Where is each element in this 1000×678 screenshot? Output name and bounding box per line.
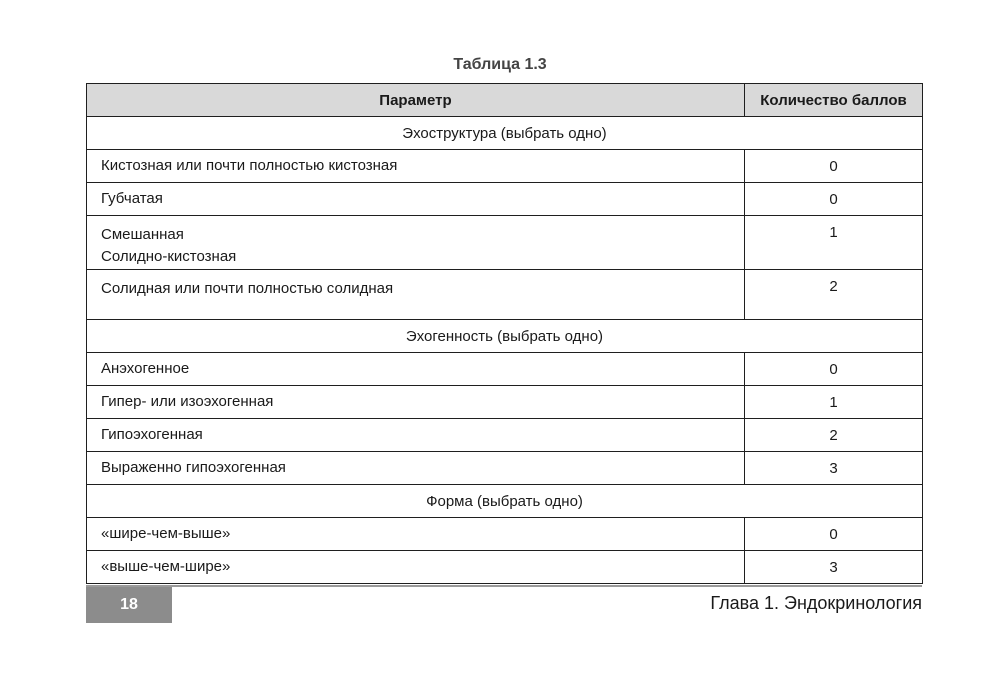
table-row [87, 183, 923, 216]
score-cell: 2 [745, 419, 923, 452]
parameter-text: Кистозная или почти полностью кистозная [101, 157, 398, 174]
score-cell: 3 [745, 452, 923, 485]
score-cell: 1 [745, 216, 923, 270]
parameter-cell [87, 386, 745, 419]
parameter-text: «шире-чем-выше» [101, 525, 231, 542]
header-score: Количество баллов [745, 84, 923, 117]
section-title: Эхогенность (выбрать одно) [87, 320, 923, 353]
page-number: 18 [86, 587, 172, 623]
parameter-cell [87, 419, 745, 452]
score-cell: 3 [745, 551, 923, 584]
table-row [87, 270, 923, 320]
table-row [87, 452, 923, 485]
parameter-text: Выраженно гипоэхогенная [101, 459, 286, 476]
header-parameter: Параметр [87, 84, 745, 117]
parameter-cell [87, 270, 745, 320]
parameter-cell [87, 353, 745, 386]
footer-divider [86, 585, 922, 587]
parameter-cell [87, 551, 745, 584]
parameter-text: Гипоэхогенная [101, 426, 203, 443]
score-cell: 0 [745, 150, 923, 183]
score-cell: 2 [745, 270, 923, 320]
chapter-title: Глава 1. Эндокринология [710, 593, 922, 613]
parameter-text: Солидно-кистозная [101, 248, 237, 265]
score-cell: 1 [745, 386, 923, 419]
parameter-text: Анэхогенное [101, 360, 190, 377]
table-row [87, 353, 923, 386]
parameter-cell [87, 216, 745, 270]
parameter-cell [87, 183, 745, 216]
table-caption: Таблица 1.3 [453, 56, 547, 73]
table-row [87, 216, 923, 270]
scoring-table [86, 83, 923, 584]
parameter-text: Солидная или почти полностью солидная [101, 280, 394, 297]
parameter-text: «выше-чем-шире» [101, 558, 231, 575]
table-row [87, 150, 923, 183]
parameter-text: Смешанная [101, 226, 184, 243]
parameter-cell [87, 452, 745, 485]
section-title: Эхоструктура (выбрать одно) [87, 117, 923, 150]
table-row [87, 419, 923, 452]
score-cell: 0 [745, 518, 923, 551]
parameter-cell [87, 518, 745, 551]
table-row [87, 386, 923, 419]
score-cell: 0 [745, 183, 923, 216]
parameter-cell [87, 150, 745, 183]
table-row [87, 551, 923, 584]
score-cell: 0 [745, 353, 923, 386]
parameter-text: Губчатая [101, 190, 163, 207]
table-row [87, 518, 923, 551]
section-title: Форма (выбрать одно) [87, 485, 923, 518]
parameter-text: Гипер- или изоэхогенная [101, 393, 274, 410]
